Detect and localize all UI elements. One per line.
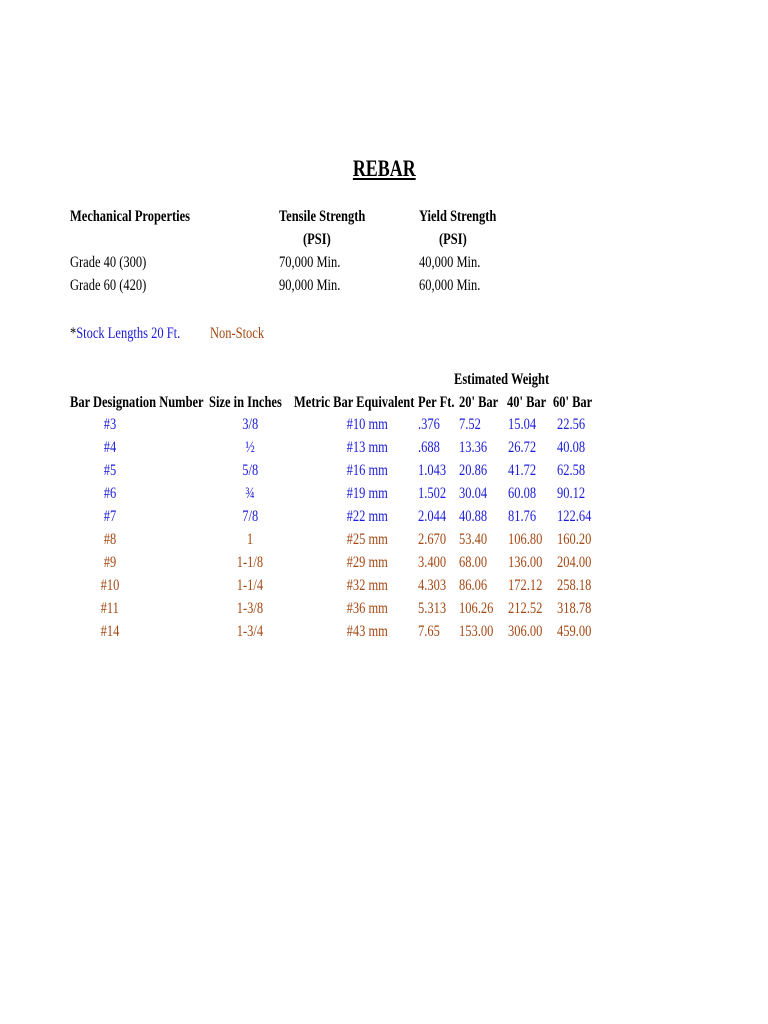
tensile-value: 90,000 Min. xyxy=(279,277,341,294)
col-header-20-bar: 20' Bar xyxy=(459,394,499,411)
weight-40-bar: 212.52 xyxy=(508,600,543,617)
bar-size: ¾ xyxy=(245,485,255,502)
metric-equivalent: #32 mm xyxy=(346,577,388,594)
weight-60-bar: 204.00 xyxy=(557,554,592,571)
bar-designation: #10 xyxy=(100,577,120,594)
weight-40-bar: 81.76 xyxy=(508,508,537,525)
weight-40-bar: 106.80 xyxy=(508,531,543,548)
weight-per-ft: 7.65 xyxy=(418,623,440,640)
weight-60-bar: 62.58 xyxy=(557,462,586,479)
grade-label: Grade 40 (300) xyxy=(70,254,147,271)
tensile-strength-header: Tensile Strength xyxy=(279,208,366,225)
weight-20-bar: 7.52 xyxy=(459,416,481,433)
bar-size: 1 xyxy=(246,531,254,548)
col-header-metric: Metric Bar Equivalent xyxy=(294,394,415,411)
stock-legend xyxy=(70,324,211,344)
yield-value: 60,000 Min. xyxy=(419,277,481,294)
weight-40-bar: 60.08 xyxy=(508,485,537,502)
yield-strength-header: Yield Strength xyxy=(419,208,497,225)
metric-equivalent: #36 mm xyxy=(346,600,388,617)
weight-20-bar: 30.04 xyxy=(459,485,488,502)
weight-20-bar: 86.06 xyxy=(459,577,488,594)
mechanical-properties-header: Mechanical Properties xyxy=(70,208,191,225)
asterisk-marker: * xyxy=(70,325,77,342)
bar-designation: #14 xyxy=(100,623,120,640)
bar-designation: #6 xyxy=(103,485,117,502)
bar-size: 3/8 xyxy=(242,416,258,433)
bar-designation: #11 xyxy=(100,600,120,617)
bar-size: 1-1/8 xyxy=(236,554,264,571)
weight-60-bar: 90.12 xyxy=(557,485,586,502)
weight-20-bar: 68.00 xyxy=(459,554,488,571)
weight-per-ft: 2.044 xyxy=(418,508,447,525)
page-title: REBAR xyxy=(352,156,416,181)
weight-20-bar: 20.86 xyxy=(459,462,488,479)
weight-20-bar: 53.40 xyxy=(459,531,488,548)
bar-designation: #5 xyxy=(103,462,117,479)
weight-per-ft: 5.313 xyxy=(418,600,447,617)
metric-equivalent: #43 mm xyxy=(346,623,388,640)
col-header-40-bar: 40' Bar xyxy=(507,394,547,411)
bar-size: ½ xyxy=(245,439,255,456)
weight-60-bar: 258.18 xyxy=(557,577,592,594)
col-header-per-ft: Per Ft. xyxy=(418,394,455,411)
metric-equivalent: #16 mm xyxy=(346,462,388,479)
bar-size: 7/8 xyxy=(242,508,258,525)
col-header-designation: Bar Designation Number xyxy=(70,394,204,411)
metric-equivalent: #22 mm xyxy=(346,508,388,525)
nonstock-legend-label: Non-Stock xyxy=(210,325,265,342)
bar-designation: #3 xyxy=(103,416,117,433)
weight-per-ft: 2.670 xyxy=(418,531,447,548)
bar-size: 5/8 xyxy=(242,462,258,479)
weight-40-bar: 26.72 xyxy=(508,439,537,456)
tensile-unit: (PSI) xyxy=(303,231,331,248)
bar-size: 1-1/4 xyxy=(236,577,264,594)
metric-equivalent: #25 mm xyxy=(346,531,388,548)
yield-value: 40,000 Min. xyxy=(419,254,481,271)
grade-label: Grade 60 (420) xyxy=(70,277,147,294)
bar-size: 1-3/4 xyxy=(236,623,264,640)
bar-designation: #7 xyxy=(103,508,117,525)
weight-60-bar: 22.56 xyxy=(557,416,586,433)
metric-equivalent: #19 mm xyxy=(346,485,388,502)
weight-per-ft: 4.303 xyxy=(418,577,447,594)
metric-equivalent: #10 mm xyxy=(346,416,388,433)
weight-20-bar: 153.00 xyxy=(459,623,494,640)
weight-40-bar: 15.04 xyxy=(508,416,537,433)
weight-60-bar: 122.64 xyxy=(557,508,592,525)
bar-designation: #4 xyxy=(103,439,117,456)
weight-per-ft: .688 xyxy=(418,439,440,456)
stock-legend-label: Stock Lengths 20 Ft. xyxy=(76,325,181,342)
weight-20-bar: 40.88 xyxy=(459,508,488,525)
tensile-value: 70,000 Min. xyxy=(279,254,341,271)
weight-per-ft: .376 xyxy=(418,416,440,433)
bar-size: 1-3/8 xyxy=(236,600,264,617)
metric-equivalent: #29 mm xyxy=(346,554,388,571)
bar-designation: #8 xyxy=(103,531,117,548)
weight-20-bar: 106.26 xyxy=(459,600,494,617)
weight-60-bar: 318.78 xyxy=(557,600,592,617)
weight-per-ft: 1.043 xyxy=(418,462,447,479)
metric-equivalent: #13 mm xyxy=(346,439,388,456)
weight-40-bar: 41.72 xyxy=(508,462,537,479)
col-header-60-bar: 60' Bar xyxy=(553,394,593,411)
weight-40-bar: 306.00 xyxy=(508,623,543,640)
col-header-size: Size in Inches xyxy=(209,394,282,411)
yield-unit: (PSI) xyxy=(439,231,467,248)
bar-designation: #9 xyxy=(103,554,117,571)
weight-per-ft: 1.502 xyxy=(418,485,447,502)
weight-60-bar: 40.08 xyxy=(557,439,586,456)
weight-60-bar: 160.20 xyxy=(557,531,592,548)
estimated-weight-header: Estimated Weight xyxy=(454,371,550,388)
weight-40-bar: 136.00 xyxy=(508,554,543,571)
weight-per-ft: 3.400 xyxy=(418,554,447,571)
weight-40-bar: 172.12 xyxy=(508,577,543,594)
weight-20-bar: 13.36 xyxy=(459,439,488,456)
weight-60-bar: 459.00 xyxy=(557,623,592,640)
